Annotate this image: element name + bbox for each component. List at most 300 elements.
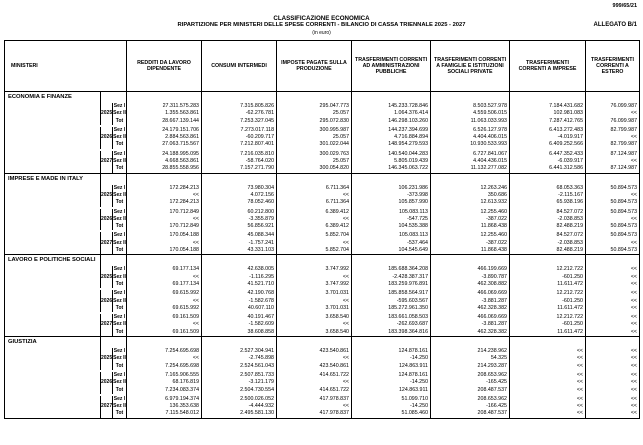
table-row — [5, 314, 640, 321]
value-cell: 2.527.304.941 — [202, 348, 277, 355]
blank-cell — [5, 127, 101, 134]
value-cell: -58.764.020 — [202, 158, 277, 165]
section-label: Tot — [113, 118, 127, 125]
value-cell: 2.507.851.733 — [202, 372, 277, 379]
value-cell: 214.293.287 — [431, 363, 510, 370]
ministry-group — [5, 92, 640, 174]
year-cell: 2026 — [101, 134, 113, 141]
spacer-cell — [586, 173, 640, 185]
value-cell: 12.613.932 — [431, 199, 510, 206]
table-row — [5, 192, 640, 199]
value-cell: 54.325 — [431, 355, 510, 362]
value-cell: 7.315.805.826 — [202, 103, 277, 110]
value-cell: 2.500.026.052 — [202, 396, 277, 403]
ministry-name-row — [5, 337, 640, 349]
value-cell: << — [586, 274, 640, 281]
value-cell: << — [586, 134, 640, 141]
table-row — [5, 298, 640, 305]
blank-cell — [5, 240, 101, 247]
year-cell — [101, 396, 113, 403]
value-cell: 76.099.987 — [586, 118, 640, 125]
year-cell: 2025 — [101, 273, 113, 280]
value-cell: 56.856.921 — [202, 223, 277, 230]
value-cell: -601.250 — [510, 274, 586, 281]
value-cell: 124.878.161 — [352, 372, 431, 379]
value-cell: 51.085.460 — [352, 410, 431, 418]
value-cell: 65.938.196 — [510, 199, 586, 206]
section-label: Sez II — [113, 379, 126, 386]
year-cell — [101, 281, 113, 288]
year-cell — [101, 118, 113, 125]
value-cell: 38.608.858 — [202, 329, 277, 337]
value-cell: 27.311.575.283 — [127, 103, 202, 110]
value-cell: 60.212.800 — [202, 209, 277, 216]
value-cell: 11.868.438 — [431, 247, 510, 255]
ministry-name: ECONOMIA E FINANZE — [5, 92, 101, 104]
blank-cell — [5, 118, 101, 125]
value-cell: 466.199.669 — [431, 266, 510, 273]
section-label: Sez II — [113, 158, 126, 165]
section-label: Sez I — [113, 395, 126, 402]
value-cell: << — [277, 274, 352, 281]
value-cell: -3.881.287 — [431, 321, 510, 328]
value-cell: 6.711.364 — [277, 185, 352, 192]
spacer-cell — [510, 92, 586, 104]
spacer-cell — [510, 173, 586, 185]
blank-cell — [5, 363, 101, 370]
value-cell: 2.524.561.043 — [202, 363, 277, 370]
value-cell: 3.701.031 — [277, 290, 352, 297]
value-cell: 12.212.722 — [510, 290, 586, 297]
value-cell: 106.231.986 — [352, 185, 431, 192]
value-cell: 50.894.573 — [586, 185, 640, 192]
value-cell: 7.115.548.012 — [127, 410, 202, 418]
value-cell: << — [586, 158, 640, 165]
blank-cell — [5, 141, 101, 148]
table-row — [5, 290, 640, 297]
section-label: Sez II — [113, 191, 126, 198]
blank-cell — [5, 372, 101, 379]
year-cell — [101, 372, 113, 379]
section-label: Sez II — [113, 239, 126, 246]
value-cell: 170.712.849 — [127, 209, 202, 216]
value-cell: 417.978.837 — [277, 410, 352, 418]
value-cell: 28.667.139.144 — [127, 118, 202, 125]
value-cell: 170.054.188 — [127, 232, 202, 239]
value-cell: 7.234.083.374 — [127, 387, 202, 394]
blank-cell — [5, 314, 101, 321]
value-cell: -60.209.717 — [202, 134, 277, 141]
value-cell: -601.250 — [510, 298, 586, 305]
value-cell: 7.254.695.698 — [127, 363, 202, 370]
value-cell: << — [277, 216, 352, 223]
value-cell: << — [277, 321, 352, 328]
value-cell: << — [510, 379, 586, 386]
value-cell: -14.250 — [352, 355, 431, 362]
year-cell — [101, 266, 113, 273]
blank-cell — [5, 387, 101, 394]
value-cell: 414.651.722 — [277, 387, 352, 394]
value-cell: 4.559.506.015 — [431, 110, 510, 117]
value-cell: << — [586, 363, 640, 370]
ministry-name: GIUSTIZIA — [5, 337, 101, 349]
value-cell: -387.022 — [431, 240, 510, 247]
value-cell: 69.177.134 — [127, 266, 202, 273]
value-cell: 301.022.044 — [277, 141, 352, 148]
value-cell: 84.527.072 — [510, 209, 586, 216]
value-cell: 208.653.962 — [431, 396, 510, 403]
year-cell — [101, 363, 113, 370]
value-cell: 4.404.436.015 — [431, 158, 510, 165]
value-cell: 3.701.031 — [277, 305, 352, 312]
value-cell: << — [127, 298, 202, 305]
blank-cell — [5, 321, 101, 328]
value-cell: 170.054.188 — [127, 247, 202, 255]
section-label: Sez II — [113, 297, 126, 304]
blank-cell — [5, 103, 101, 110]
value-cell: 6.409.252.566 — [510, 141, 586, 148]
page-id: 999/65/21 — [612, 3, 637, 9]
header-redditi: REDDITI DA LAVORO DIPENDENTE — [127, 41, 202, 92]
blank-cell — [5, 305, 101, 312]
section-label: Sez I — [113, 348, 126, 355]
table-row — [5, 379, 640, 386]
section-label: Tot — [113, 305, 127, 312]
blank-cell — [5, 165, 101, 173]
blank-cell — [5, 151, 101, 158]
year-cell — [101, 185, 113, 192]
spacer-cell — [586, 255, 640, 267]
value-cell: 28.855.558.956 — [127, 165, 202, 173]
table-row — [5, 348, 640, 355]
value-cell: 3.658.540 — [277, 314, 352, 321]
year-cell — [101, 209, 113, 216]
table-row — [5, 209, 640, 216]
header-trasf-estero: TRASFERIMENTI CORRENTI A ESTERO — [586, 41, 640, 92]
spacer-cell — [431, 92, 510, 104]
table-row — [5, 247, 640, 255]
year-cell: 2026 — [101, 215, 113, 222]
value-cell: 69.161.509 — [127, 329, 202, 337]
value-cell: 172.284.213 — [127, 185, 202, 192]
value-cell: -14.250 — [352, 379, 431, 386]
section-label: Sez I — [113, 103, 126, 109]
value-cell: << — [127, 321, 202, 328]
section-label: Sez I — [113, 208, 126, 215]
header-trasf-famiglie: TRASFERIMENTI CORRENTI A FAMIGLIE E ISTITUZIONI SOCIALI PRIVATE — [431, 41, 510, 92]
section-label: Sez I — [113, 150, 126, 157]
value-cell: 12.212.722 — [510, 314, 586, 321]
section-label: Sez II — [113, 321, 126, 328]
value-cell: 300.029.763 — [277, 151, 352, 158]
ministry-name-row — [5, 255, 640, 267]
value-cell: 144.237.394.699 — [352, 127, 431, 134]
blank-cell — [5, 403, 101, 410]
value-cell: << — [586, 348, 640, 355]
value-cell: 5.852.704 — [277, 232, 352, 239]
table-row — [5, 410, 640, 418]
value-cell: << — [277, 403, 352, 410]
table-row — [5, 185, 640, 192]
table-row — [5, 329, 640, 337]
value-cell: 414.651.722 — [277, 372, 352, 379]
value-cell: 6.413.272.483 — [510, 127, 586, 134]
value-cell: -595.603.567 — [352, 298, 431, 305]
blank-cell — [5, 192, 101, 199]
blank-cell — [5, 274, 101, 281]
value-cell: -4.444.932 — [202, 403, 277, 410]
spacer-cell — [202, 173, 277, 185]
section-label: Sez II — [113, 215, 126, 222]
value-cell: 27.063.715.567 — [127, 141, 202, 148]
value-cell: -537.464 — [352, 240, 431, 247]
value-cell: 3.658.540 — [277, 329, 352, 337]
value-cell: 42.190.768 — [202, 290, 277, 297]
spacer-cell — [431, 337, 510, 349]
value-cell: -3.881.287 — [431, 298, 510, 305]
spacer-cell — [510, 255, 586, 267]
value-cell: 295.047.773 — [277, 103, 352, 110]
value-cell: 24.179.151.706 — [127, 127, 202, 134]
blank-cell — [5, 281, 101, 288]
section-label: Tot — [113, 141, 127, 148]
value-cell: 50.894.573 — [586, 209, 640, 216]
value-cell: 7.212.807.401 — [202, 141, 277, 148]
spacer-cell — [586, 92, 640, 104]
table-row — [5, 321, 640, 328]
value-cell: 183.661.058.503 — [352, 314, 431, 321]
value-cell: -262.693.687 — [352, 321, 431, 328]
value-cell: 6.727.841.067 — [431, 151, 510, 158]
section-label: Tot — [113, 329, 127, 337]
section-label: Sez II — [113, 110, 126, 117]
value-cell: << — [127, 274, 202, 281]
section-label: Sez I — [113, 290, 126, 297]
value-cell: 466.069.669 — [431, 290, 510, 297]
spacer-cell — [127, 173, 202, 185]
year-cell: 2026 — [101, 379, 113, 386]
value-cell: 45.088.344 — [202, 232, 277, 239]
section-label: Tot — [113, 165, 127, 173]
value-cell: << — [510, 363, 586, 370]
year-cell: 2027 — [101, 321, 113, 328]
value-cell: 183.398.364.816 — [352, 329, 431, 337]
value-cell: 7.184.431.682 — [510, 103, 586, 110]
section-label: Sez I — [113, 126, 126, 133]
value-cell: 105.857.990 — [352, 199, 431, 206]
value-cell: 25.057 — [277, 134, 352, 141]
header-trasf-amministrazioni: TRASFERIMENTI CORRENTI AD AMMINISTRAZIONI PUBBLICHE — [352, 41, 431, 92]
value-cell: 4.668.563.861 — [127, 158, 202, 165]
spacer-cell — [352, 337, 431, 349]
section-label: Tot — [113, 410, 127, 418]
allegato-label: ALLEGATO B/1 — [593, 22, 637, 28]
year-cell — [101, 305, 113, 312]
section-label: Sez II — [113, 355, 126, 362]
ministry-name-row — [5, 92, 640, 104]
year-cell — [101, 387, 113, 394]
value-cell: << — [586, 387, 640, 394]
value-cell: 76.099.987 — [586, 103, 640, 110]
table-row — [5, 127, 640, 134]
year-cell: 2025 — [101, 191, 113, 198]
value-cell: 145.233.728.846 — [352, 103, 431, 110]
table-row — [5, 199, 640, 206]
value-cell: << — [586, 192, 640, 199]
value-cell: 69.615.992 — [127, 290, 202, 297]
value-cell: -62.276.781 — [202, 110, 277, 117]
value-cell: << — [586, 372, 640, 379]
blank-cell — [5, 209, 101, 216]
document-subtitle: RIPARTIZIONE PER MINISTERI DELLE SPESE CORRENTI - BILANCIO DI CASSA TRIENNALE 2025 - 2027 — [177, 22, 466, 28]
spacer-cell — [352, 255, 431, 267]
value-cell: << — [277, 355, 352, 362]
value-cell: -1.582.609 — [202, 321, 277, 328]
spacer-cell — [127, 255, 202, 267]
value-cell: << — [586, 355, 640, 362]
value-cell: 185.688.364.208 — [352, 266, 431, 273]
value-cell: 4.404.406.015 — [431, 134, 510, 141]
blank-cell — [5, 266, 101, 273]
value-cell: 417.978.837 — [277, 396, 352, 403]
spacer-cell — [352, 173, 431, 185]
value-cell: 140.540.044.283 — [352, 151, 431, 158]
value-cell: 42.638.005 — [202, 266, 277, 273]
header-imposte: IMPOSTE PAGATE SULLA PRODUZIONE — [277, 41, 352, 92]
value-cell: 25.057 — [277, 158, 352, 165]
value-cell: 50.894.573 — [586, 199, 640, 206]
value-cell: 214.238.962 — [431, 348, 510, 355]
value-cell: 40.191.467 — [202, 314, 277, 321]
value-cell: << — [277, 298, 352, 305]
value-cell: 124.863.911 — [352, 363, 431, 370]
value-cell: << — [127, 192, 202, 199]
value-cell: << — [586, 266, 640, 273]
spacer-cell — [202, 92, 277, 104]
value-cell: << — [277, 192, 352, 199]
value-cell: 7.254.695.698 — [127, 348, 202, 355]
spacer-cell — [127, 92, 202, 104]
year-cell — [101, 410, 113, 418]
value-cell: 148.954.279.593 — [352, 141, 431, 148]
section-label: Tot — [113, 199, 127, 206]
table-row — [5, 118, 640, 125]
value-cell: 105.083.113 — [352, 209, 431, 216]
blank-cell — [5, 223, 101, 230]
value-cell: << — [277, 379, 352, 386]
table-row — [5, 223, 640, 230]
spacer-cell — [127, 337, 202, 349]
value-cell: 300.054.820 — [277, 165, 352, 173]
value-cell: -2.115.167 — [510, 192, 586, 199]
year-cell — [101, 329, 113, 337]
value-cell: << — [586, 396, 640, 403]
year-cell — [101, 151, 113, 158]
spacer-cell — [101, 255, 127, 267]
value-cell: 73.980.304 — [202, 185, 277, 192]
value-cell: << — [586, 379, 640, 386]
value-cell: 2.504.730.554 — [202, 387, 277, 394]
value-cell: 462.328.382 — [431, 305, 510, 312]
year-cell — [101, 127, 113, 134]
blank-cell — [5, 329, 101, 337]
section-label: Sez I — [113, 266, 126, 273]
value-cell: << — [586, 410, 640, 418]
value-cell: 295.072.830 — [277, 118, 352, 125]
value-cell: 7.273.017.118 — [202, 127, 277, 134]
value-cell: 50.894.573 — [586, 247, 640, 255]
value-cell: << — [277, 240, 352, 247]
table-row — [5, 110, 640, 117]
value-cell: 124.863.911 — [352, 387, 431, 394]
value-cell: 136.353.638 — [127, 403, 202, 410]
value-cell: 104.545.649 — [352, 247, 431, 255]
value-cell: 462.308.882 — [431, 281, 510, 288]
value-cell: 87.124.987 — [586, 151, 640, 158]
value-cell: << — [586, 290, 640, 297]
value-cell: << — [586, 110, 640, 117]
value-cell: -6.039.917 — [510, 158, 586, 165]
header-trasf-imprese: TRASFERIMENTI CORRENTI A IMPRESE — [510, 41, 586, 92]
value-cell: -1.582.678 — [202, 298, 277, 305]
value-cell: << — [586, 240, 640, 247]
blank-cell — [5, 348, 101, 355]
value-cell: -547.725 — [352, 216, 431, 223]
value-cell: 12.263.246 — [431, 185, 510, 192]
value-cell: 11.611.472 — [510, 329, 586, 337]
spacer-cell — [586, 337, 640, 349]
year-cell: 2025 — [101, 110, 113, 117]
value-cell: 7.253.327.045 — [202, 118, 277, 125]
value-cell: -1.757.241 — [202, 240, 277, 247]
value-cell: 6.441.312.586 — [510, 165, 586, 173]
blank-cell — [5, 158, 101, 165]
value-cell: << — [510, 410, 586, 418]
value-cell: << — [127, 216, 202, 223]
year-cell — [101, 103, 113, 110]
spacer-cell — [277, 92, 352, 104]
value-cell: 208.487.537 — [431, 387, 510, 394]
value-cell: -2.038.853 — [510, 216, 586, 223]
value-cell: 41.521.710 — [202, 281, 277, 288]
blank-cell — [5, 232, 101, 239]
value-cell: 3.747.992 — [277, 281, 352, 288]
value-cell: 4.716.884.894 — [352, 134, 431, 141]
value-cell: 50.894.573 — [586, 223, 640, 230]
table-row — [5, 355, 640, 362]
value-cell: 12.255.460 — [431, 232, 510, 239]
value-cell: 68.053.363 — [510, 185, 586, 192]
value-cell: 7.165.906.555 — [127, 372, 202, 379]
value-cell: << — [510, 348, 586, 355]
value-cell: 2.495.581.130 — [202, 410, 277, 418]
value-cell: << — [510, 387, 586, 394]
value-cell: -3.890.787 — [431, 274, 510, 281]
value-cell: 146.345.063.722 — [352, 165, 431, 173]
table-row — [5, 232, 640, 239]
section-label: Tot — [113, 247, 127, 255]
value-cell: << — [586, 281, 640, 288]
value-cell: 300.995.987 — [277, 127, 352, 134]
value-cell: 78.052.460 — [202, 199, 277, 206]
value-cell: 10.930.533.993 — [431, 141, 510, 148]
spacer-cell — [431, 173, 510, 185]
section-label: Tot — [113, 223, 127, 230]
spacer-cell — [352, 92, 431, 104]
value-cell: << — [127, 240, 202, 247]
table-row — [5, 134, 640, 141]
table-row — [5, 240, 640, 247]
